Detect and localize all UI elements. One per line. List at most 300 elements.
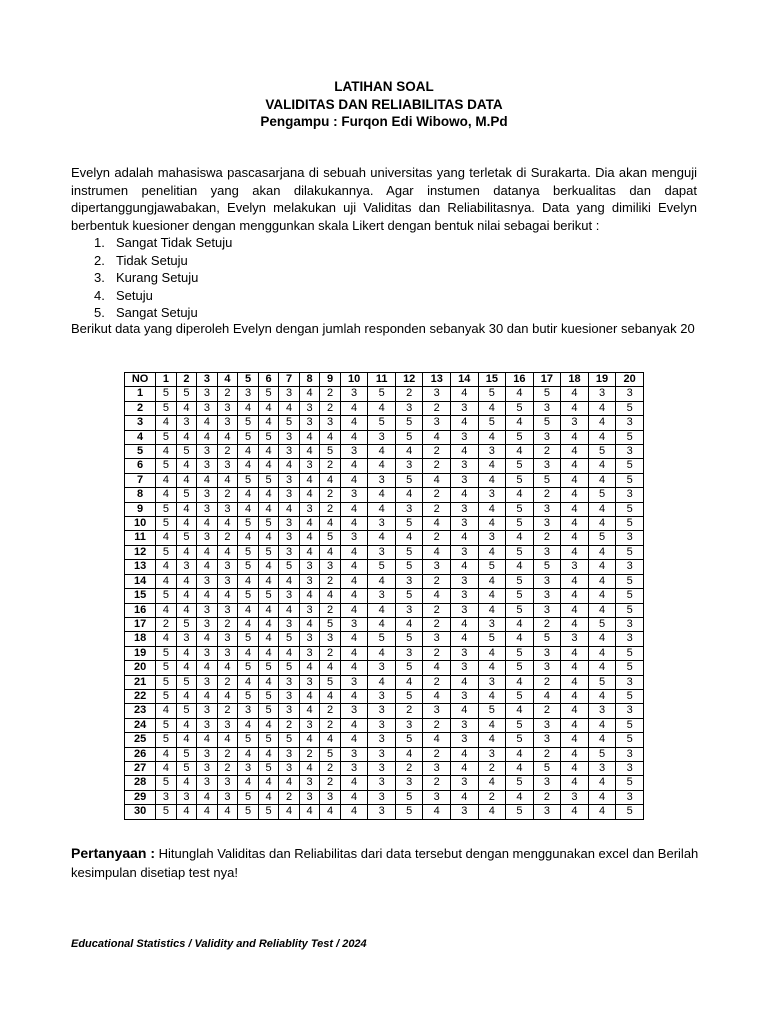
likert-scale-label: Tidak Setuju — [116, 252, 188, 268]
score-cell: 4 — [176, 502, 197, 516]
score-cell: 3 — [533, 545, 561, 559]
score-cell: 3 — [588, 387, 616, 401]
score-cell: 4 — [478, 589, 506, 603]
score-cell: 3 — [368, 545, 396, 559]
score-cell: 5 — [156, 718, 177, 732]
score-cell: 3 — [533, 733, 561, 747]
score-cell: 4 — [506, 488, 534, 502]
question-label: Pertanyaan : — [71, 845, 156, 861]
score-cell: 5 — [156, 661, 177, 675]
score-cell: 3 — [368, 776, 396, 790]
score-cell: 4 — [176, 776, 197, 790]
score-cell: 4 — [588, 574, 616, 588]
score-cell: 5 — [238, 560, 259, 574]
score-cell: 4 — [176, 589, 197, 603]
score-cell: 3 — [279, 430, 300, 444]
respondent-number: 22 — [125, 689, 156, 703]
score-cell: 5 — [238, 661, 259, 675]
score-cell: 3 — [533, 589, 561, 603]
score-cell: 3 — [340, 387, 368, 401]
respondent-number: 11 — [125, 531, 156, 545]
score-cell: 4 — [395, 445, 423, 459]
score-cell: 3 — [340, 531, 368, 545]
score-cell: 3 — [561, 560, 589, 574]
score-cell: 3 — [176, 632, 197, 646]
score-cell: 4 — [258, 416, 279, 430]
score-cell: 4 — [217, 430, 238, 444]
score-cell: 3 — [340, 747, 368, 761]
score-cell: 4 — [506, 675, 534, 689]
score-cell: 5 — [395, 661, 423, 675]
score-cell: 3 — [176, 416, 197, 430]
score-cell: 4 — [279, 574, 300, 588]
intro-paragraph: Evelyn adalah mahasiswa pascasarjana di sebuah universitas yang terletak di Surakarta. Dia akan menguji instrumen penelitian yang akan dilakukannya. Agar instumen datanya berkualitas dan dapat dipertanggungjawabakan, Evelyn melakukan uji Validitas dan Reliabilitasnya. Data yang dimiliki Evelyn berbentuk kuesioner dengan menggunkan skala Likert dengan bentuk nilai sebagai berikut : — [71, 165, 697, 233]
score-cell: 3 — [616, 387, 644, 401]
respondent-number: 7 — [125, 473, 156, 487]
score-cell: 5 — [506, 517, 534, 531]
score-cell: 4 — [176, 401, 197, 415]
score-cell: 5 — [395, 632, 423, 646]
score-cell: 2 — [533, 488, 561, 502]
score-cell: 4 — [299, 387, 320, 401]
score-cell: 3 — [320, 790, 341, 804]
score-cell: 4 — [197, 589, 218, 603]
score-cell: 2 — [299, 747, 320, 761]
score-cell: 4 — [368, 603, 396, 617]
score-cell: 2 — [423, 502, 451, 516]
score-cell: 4 — [506, 560, 534, 574]
score-cell: 3 — [279, 589, 300, 603]
score-cell: 5 — [588, 747, 616, 761]
score-cell: 3 — [395, 459, 423, 473]
data-description-paragraph: Berikut data yang diperoleh Evelyn dengan jumlah responden sebanyak 30 dan butir kuesioner sebanyak 20 — [71, 321, 695, 336]
score-cell: 3 — [197, 502, 218, 516]
score-cell: 5 — [506, 689, 534, 703]
score-cell: 4 — [561, 761, 589, 775]
score-cell: 4 — [451, 531, 479, 545]
score-cell: 3 — [451, 733, 479, 747]
score-cell: 3 — [478, 747, 506, 761]
score-cell: 2 — [279, 790, 300, 804]
score-cell: 2 — [320, 646, 341, 660]
score-cell: 2 — [533, 704, 561, 718]
score-cell: 3 — [197, 574, 218, 588]
score-cell: 3 — [423, 790, 451, 804]
score-cell: 3 — [616, 531, 644, 545]
score-cell: 4 — [588, 517, 616, 531]
likert-scale-item — [94, 304, 232, 322]
score-cell: 4 — [561, 646, 589, 660]
score-cell: 5 — [176, 617, 197, 631]
header-lecturer: Pengampu : Furqon Edi Wibowo, M.Pd — [260, 114, 508, 129]
score-cell: 3 — [451, 661, 479, 675]
score-cell: 5 — [176, 387, 197, 401]
score-cell: 5 — [258, 704, 279, 718]
score-cell: 3 — [340, 617, 368, 631]
score-cell: 3 — [451, 473, 479, 487]
score-cell: 5 — [279, 416, 300, 430]
score-cell: 4 — [423, 689, 451, 703]
score-cell: 3 — [533, 718, 561, 732]
score-cell: 3 — [478, 617, 506, 631]
score-cell: 3 — [368, 473, 396, 487]
score-cell: 3 — [279, 545, 300, 559]
score-cell: 5 — [395, 473, 423, 487]
score-cell: 4 — [258, 445, 279, 459]
score-cell: 4 — [451, 416, 479, 430]
score-cell: 4 — [451, 617, 479, 631]
table-row — [125, 531, 644, 545]
score-cell: 4 — [478, 776, 506, 790]
score-cell: 3 — [197, 761, 218, 775]
column-header-no: NO — [125, 373, 156, 387]
score-cell: 3 — [197, 401, 218, 415]
score-cell: 4 — [238, 675, 259, 689]
table-row — [125, 603, 644, 617]
respondent-number: 24 — [125, 718, 156, 732]
score-cell: 4 — [478, 401, 506, 415]
score-cell: 5 — [156, 459, 177, 473]
score-cell: 3 — [299, 574, 320, 588]
score-cell: 4 — [561, 589, 589, 603]
score-cell: 3 — [451, 545, 479, 559]
score-cell: 4 — [478, 459, 506, 473]
score-cell: 3 — [451, 589, 479, 603]
score-cell: 4 — [368, 574, 396, 588]
score-cell: 4 — [506, 790, 534, 804]
score-cell: 3 — [368, 718, 396, 732]
score-cell: 4 — [176, 646, 197, 660]
score-cell: 2 — [395, 387, 423, 401]
question-block — [71, 844, 701, 882]
table-row — [125, 675, 644, 689]
score-cell: 3 — [395, 574, 423, 588]
score-cell: 4 — [176, 733, 197, 747]
score-cell: 5 — [478, 704, 506, 718]
score-cell: 4 — [561, 502, 589, 516]
score-cell: 4 — [197, 473, 218, 487]
score-cell: 5 — [320, 445, 341, 459]
score-cell: 3 — [217, 790, 238, 804]
respondent-number: 10 — [125, 517, 156, 531]
score-cell: 4 — [588, 589, 616, 603]
score-cell: 3 — [478, 445, 506, 459]
score-cell: 4 — [258, 790, 279, 804]
score-cell: 4 — [197, 790, 218, 804]
respondent-number: 4 — [125, 430, 156, 444]
score-cell: 5 — [176, 488, 197, 502]
score-cell: 3 — [299, 646, 320, 660]
score-cell: 3 — [533, 574, 561, 588]
score-cell: 4 — [478, 718, 506, 732]
score-cell: 3 — [279, 704, 300, 718]
score-cell: 4 — [478, 430, 506, 444]
score-cell: 5 — [616, 545, 644, 559]
score-cell: 3 — [451, 517, 479, 531]
score-cell: 2 — [395, 704, 423, 718]
score-cell: 4 — [506, 387, 534, 401]
score-cell: 3 — [368, 805, 396, 819]
score-cell: 4 — [197, 416, 218, 430]
score-cell: 5 — [616, 733, 644, 747]
score-cell: 3 — [561, 632, 589, 646]
column-header-item: 8 — [299, 373, 320, 387]
score-cell: 4 — [238, 502, 259, 516]
score-cell: 5 — [156, 646, 177, 660]
likert-scale-number: 3. — [94, 270, 105, 285]
score-cell: 2 — [320, 574, 341, 588]
score-cell: 4 — [176, 574, 197, 588]
score-cell: 4 — [561, 430, 589, 444]
score-cell: 3 — [197, 675, 218, 689]
score-cell: 4 — [340, 517, 368, 531]
score-cell: 4 — [368, 445, 396, 459]
score-cell: 4 — [368, 488, 396, 502]
score-cell: 3 — [368, 704, 396, 718]
score-cell: 4 — [176, 517, 197, 531]
column-header-item: 10 — [340, 373, 368, 387]
score-cell: 3 — [320, 560, 341, 574]
score-cell: 3 — [395, 401, 423, 415]
score-cell: 4 — [197, 560, 218, 574]
score-cell: 3 — [561, 416, 589, 430]
score-cell: 4 — [340, 502, 368, 516]
score-cell: 5 — [156, 387, 177, 401]
score-cell: 4 — [279, 401, 300, 415]
score-cell: 5 — [588, 488, 616, 502]
column-header-item: 7 — [279, 373, 300, 387]
score-cell: 4 — [299, 589, 320, 603]
score-cell: 4 — [299, 545, 320, 559]
score-cell: 5 — [588, 617, 616, 631]
score-cell: 3 — [197, 718, 218, 732]
likert-scale-label: Sangat Setuju — [116, 305, 198, 320]
table-row — [125, 387, 644, 401]
score-cell: 4 — [368, 617, 396, 631]
likert-scale-label: Setuju — [116, 287, 153, 303]
score-cell: 5 — [258, 661, 279, 675]
score-cell: 5 — [156, 430, 177, 444]
table-row — [125, 517, 644, 531]
score-cell: 3 — [238, 761, 259, 775]
score-cell: 4 — [197, 632, 218, 646]
score-cell: 5 — [258, 517, 279, 531]
score-cell: 4 — [561, 805, 589, 819]
score-cell: 4 — [279, 646, 300, 660]
score-cell: 5 — [279, 661, 300, 675]
score-cell: 4 — [258, 632, 279, 646]
score-cell: 3 — [451, 502, 479, 516]
score-cell: 3 — [478, 675, 506, 689]
score-cell: 3 — [451, 603, 479, 617]
score-cell: 3 — [451, 646, 479, 660]
score-cell: 4 — [561, 488, 589, 502]
column-header-item: 5 — [238, 373, 259, 387]
table-row — [125, 776, 644, 790]
respondent-number: 27 — [125, 761, 156, 775]
score-cell: 4 — [340, 545, 368, 559]
score-cell: 4 — [238, 603, 259, 617]
column-header-item: 12 — [395, 373, 423, 387]
score-cell: 4 — [156, 761, 177, 775]
score-cell: 5 — [395, 430, 423, 444]
score-cell: 5 — [395, 805, 423, 819]
score-cell: 3 — [217, 718, 238, 732]
score-cell: 4 — [320, 805, 341, 819]
score-cell: 3 — [197, 776, 218, 790]
score-cell: 2 — [395, 761, 423, 775]
score-cell: 3 — [197, 603, 218, 617]
score-cell: 4 — [258, 531, 279, 545]
score-cell: 3 — [533, 502, 561, 516]
score-cell: 3 — [340, 675, 368, 689]
score-cell: 3 — [279, 473, 300, 487]
score-cell: 4 — [299, 805, 320, 819]
score-cell: 3 — [217, 632, 238, 646]
score-cell: 5 — [395, 545, 423, 559]
score-cell: 4 — [506, 747, 534, 761]
score-cell: 5 — [506, 502, 534, 516]
score-cell: 5 — [156, 733, 177, 747]
score-cell: 5 — [616, 661, 644, 675]
score-cell: 3 — [279, 488, 300, 502]
score-cell: 4 — [176, 545, 197, 559]
respondent-number: 18 — [125, 632, 156, 646]
score-cell: 4 — [156, 632, 177, 646]
score-cell: 3 — [395, 646, 423, 660]
score-cell: 4 — [197, 517, 218, 531]
score-cell: 5 — [320, 747, 341, 761]
score-cell: 5 — [238, 733, 259, 747]
score-cell: 3 — [176, 790, 197, 804]
score-cell: 4 — [217, 589, 238, 603]
column-header-item: 11 — [368, 373, 396, 387]
likert-scale-item — [94, 287, 232, 305]
score-cell: 3 — [616, 416, 644, 430]
score-cell: 4 — [258, 617, 279, 631]
score-cell: 4 — [451, 632, 479, 646]
table-row — [125, 502, 644, 516]
column-header-item: 15 — [478, 373, 506, 387]
score-cell: 4 — [258, 560, 279, 574]
score-cell: 4 — [451, 560, 479, 574]
score-cell: 4 — [217, 733, 238, 747]
score-cell: 4 — [423, 661, 451, 675]
score-cell: 3 — [451, 430, 479, 444]
score-cell: 2 — [423, 459, 451, 473]
score-cell: 2 — [320, 387, 341, 401]
score-cell: 4 — [299, 704, 320, 718]
score-cell: 5 — [395, 689, 423, 703]
score-cell: 4 — [238, 401, 259, 415]
score-cell: 4 — [320, 430, 341, 444]
score-cell: 4 — [561, 733, 589, 747]
score-cell: 4 — [588, 646, 616, 660]
respondent-number: 17 — [125, 617, 156, 631]
score-cell: 3 — [279, 531, 300, 545]
score-cell: 4 — [238, 488, 259, 502]
score-cell: 3 — [197, 459, 218, 473]
score-cell: 4 — [561, 704, 589, 718]
score-cell: 4 — [423, 733, 451, 747]
score-cell: 4 — [561, 574, 589, 588]
score-cell: 5 — [279, 733, 300, 747]
score-cell: 5 — [588, 675, 616, 689]
likert-scale-list — [94, 234, 232, 322]
score-cell: 4 — [238, 574, 259, 588]
score-cell: 3 — [279, 761, 300, 775]
score-cell: 4 — [258, 502, 279, 516]
score-cell: 2 — [320, 603, 341, 617]
score-cell: 3 — [533, 430, 561, 444]
table-row — [125, 790, 644, 804]
score-cell: 4 — [258, 718, 279, 732]
score-cell: 5 — [156, 589, 177, 603]
score-cell: 4 — [368, 675, 396, 689]
column-header-item: 16 — [506, 373, 534, 387]
score-cell: 4 — [258, 747, 279, 761]
score-cell: 4 — [299, 430, 320, 444]
score-cell: 5 — [156, 776, 177, 790]
score-cell: 4 — [588, 790, 616, 804]
score-cell: 4 — [451, 790, 479, 804]
score-cell: 2 — [217, 704, 238, 718]
score-cell: 5 — [238, 473, 259, 487]
score-cell: 5 — [533, 416, 561, 430]
score-cell: 4 — [258, 776, 279, 790]
score-cell: 2 — [533, 445, 561, 459]
score-cell: 4 — [340, 790, 368, 804]
score-cell: 4 — [588, 459, 616, 473]
score-cell: 4 — [320, 473, 341, 487]
score-cell: 4 — [299, 517, 320, 531]
score-cell: 4 — [368, 531, 396, 545]
score-cell: 4 — [561, 517, 589, 531]
score-cell: 5 — [156, 401, 177, 415]
score-cell: 4 — [156, 560, 177, 574]
table-row — [125, 401, 644, 415]
header-subtitle: VALIDITAS DAN RELIABILITAS DATA — [265, 96, 503, 112]
table-row — [125, 560, 644, 574]
score-cell: 3 — [197, 646, 218, 660]
respondent-number: 29 — [125, 790, 156, 804]
score-cell: 3 — [423, 761, 451, 775]
score-cell: 5 — [616, 603, 644, 617]
score-cell: 5 — [506, 733, 534, 747]
score-cell: 3 — [451, 805, 479, 819]
score-cell: 4 — [299, 761, 320, 775]
score-cell: 4 — [197, 661, 218, 675]
score-cell: 4 — [176, 689, 197, 703]
score-cell: 3 — [217, 574, 238, 588]
table-row — [125, 459, 644, 473]
score-cell: 4 — [238, 646, 259, 660]
score-cell: 4 — [588, 473, 616, 487]
score-cell: 2 — [478, 790, 506, 804]
score-cell: 4 — [340, 718, 368, 732]
score-cell: 4 — [588, 632, 616, 646]
score-cell: 4 — [279, 502, 300, 516]
score-cell: 3 — [533, 776, 561, 790]
score-cell: 5 — [616, 805, 644, 819]
score-cell: 4 — [156, 704, 177, 718]
score-cell: 2 — [320, 718, 341, 732]
column-header-item: 6 — [258, 373, 279, 387]
score-cell: 4 — [176, 661, 197, 675]
score-cell: 4 — [156, 473, 177, 487]
column-header-item: 13 — [423, 373, 451, 387]
score-cell: 4 — [156, 747, 177, 761]
